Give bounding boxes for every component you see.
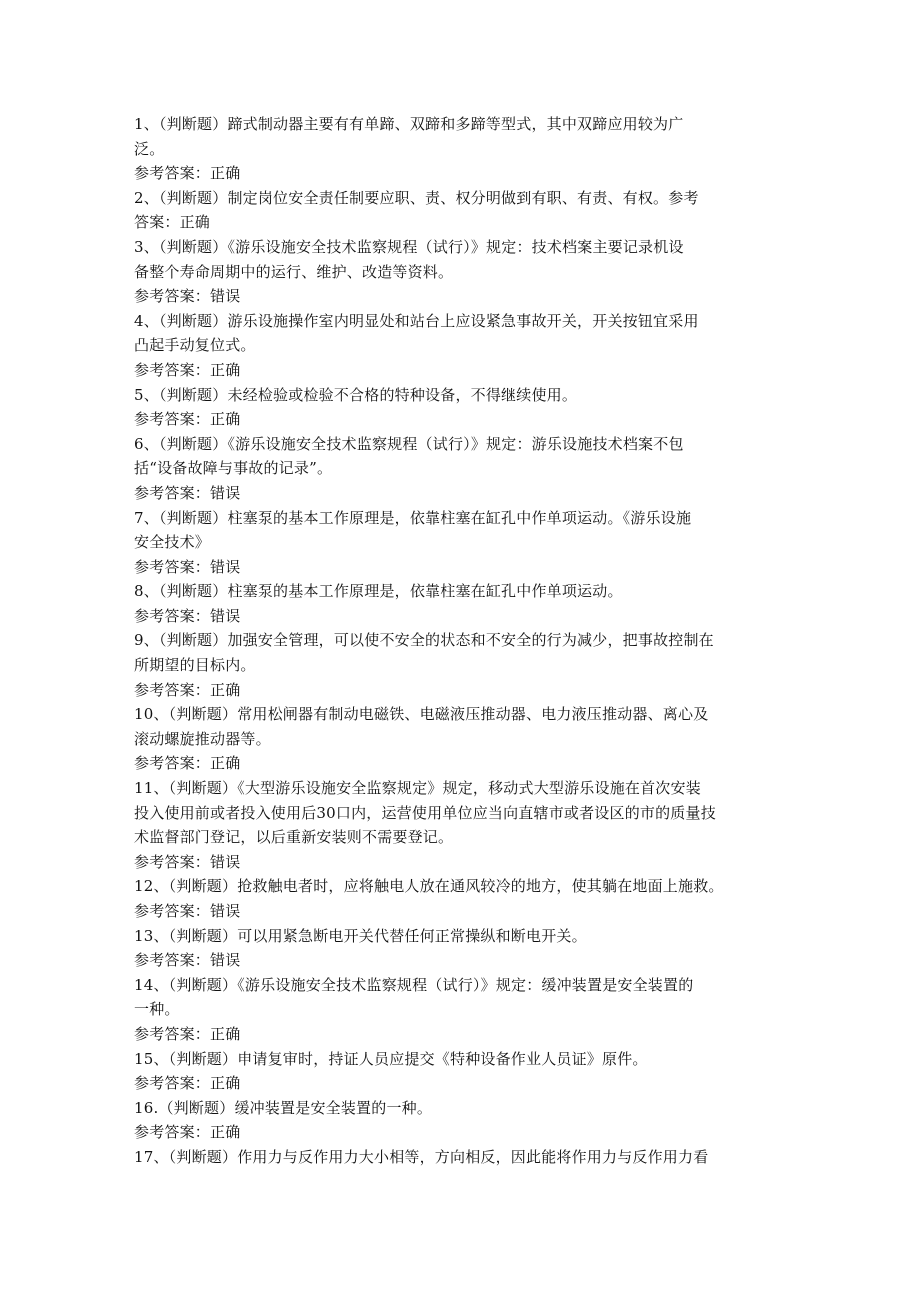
- question-text-line: 安全技术》: [134, 533, 211, 552]
- question-text-line: 答案：正确: [134, 213, 211, 232]
- question-list: [134, 112, 798, 1170]
- question-text-line: 5、（判断题）未经检验或检验不合格的特种设备，不得继续使用。: [134, 385, 578, 404]
- question-item: [134, 1096, 798, 1145]
- answer-line: 参考答案：错误: [134, 483, 241, 502]
- question-text-line: 15、（判断题）申请复审时，持证人员应提交《特种设备作业人员证》原件。: [134, 1049, 648, 1068]
- question-text-line: 备整个寿命周期中的运行、维护、改造等资料。: [134, 262, 454, 281]
- question-text-line: 括“设备故障与事故的记录”。: [134, 459, 333, 478]
- answer-line: 参考答案：正确: [134, 1024, 241, 1043]
- answer-line: 参考答案：错误: [134, 902, 241, 920]
- question-item: [134, 112, 798, 186]
- question-item: [134, 579, 798, 628]
- question-item: [134, 874, 798, 923]
- question-text-line: 12、（判断题）抢救触电者时，应将触电人放在通风较冷的地方，使其躺在地面上施救。: [134, 877, 724, 896]
- question-item: [134, 628, 798, 702]
- answer-line: 参考答案：正确: [134, 680, 241, 699]
- question-text-line: 14、（判断题）《游乐设施安全技术监察规程（试行）》规定：缓冲装置是安全装置的: [134, 975, 694, 994]
- question-text-line: 所期望的目标内。: [134, 656, 256, 675]
- question-text-line: 16.（判断题）缓冲装置是安全装置的一种。: [134, 1098, 433, 1117]
- question-item: [134, 702, 798, 776]
- question-text-line: 13、（判断题）可以用紧急断电开关代替任何正常操纵和断电开关。: [134, 926, 587, 945]
- question-text-line: 8、（判断题）柱塞泵的基本工作原理是，依靠柱塞在缸孔中作单项运动。: [134, 582, 623, 601]
- question-text-line: 滚动螺旋推动器等。: [134, 729, 271, 748]
- question-text-line: 17、（判断题）作用力与反作用力大小相等，方向相反，因此能将作用力与反作用力看: [134, 1147, 709, 1166]
- answer-line: 参考答案：错误: [134, 557, 241, 576]
- answer-line: 参考答案：正确: [134, 410, 241, 429]
- question-item: [134, 506, 798, 580]
- question-text-line: 9、（判断题）加强安全管理，可以使不安全的状态和不安全的行为减少，把事故控制在: [134, 631, 714, 650]
- question-item: [134, 309, 798, 383]
- answer-line: 参考答案：正确: [134, 164, 241, 183]
- answer-line: 参考答案：正确: [134, 360, 241, 379]
- question-item: [134, 432, 798, 506]
- answer-line: 参考答案：错误: [134, 852, 241, 871]
- question-text-line: 11、（判断题）《大型游乐设施安全监察规定》规定，移动式大型游乐设施在首次安装: [134, 779, 701, 798]
- question-text-line: 1、（判断题）蹄式制动器主要有有单蹄、双蹄和多蹄等型式，其中双蹄应用较为广: [134, 115, 684, 133]
- question-text-line: 7、（判断题）柱塞泵的基本工作原理是，依靠柱塞在缸孔中作单项运动。《游乐设施: [134, 508, 692, 527]
- question-text-line: 2、（判断题）制定岗位安全责任制要应职、责、权分明做到有职、有责、有权。参考: [134, 188, 699, 207]
- question-text-line: 10、（判断题）常用松闸器有制动电磁铁、电磁液压推动器、电力液压推动器、离心及: [134, 705, 709, 724]
- answer-line: 参考答案：正确: [134, 1123, 241, 1142]
- answer-line: 参考答案：错误: [134, 287, 241, 306]
- question-text-line: 一种。: [134, 1000, 180, 1019]
- answer-line: 参考答案：正确: [134, 754, 241, 773]
- question-item: [134, 235, 798, 309]
- question-item: [134, 1047, 798, 1096]
- question-item: [134, 186, 798, 235]
- answer-line: 参考答案：错误: [134, 951, 241, 970]
- question-text-line: 4、（判断题）游乐设施操作室内明显处和站台上应设紧急事故开关，开关按钮宜采用: [134, 311, 699, 330]
- question-item: [134, 383, 798, 432]
- question-text-line: 术监督部门登记，以后重新安装则不需要登记。: [134, 828, 454, 847]
- question-text-line: 6、（判断题）《游乐设施安全技术监察规程（试行）》规定：游乐设施技术档案不包: [134, 434, 684, 453]
- question-text-line: 投入使用前或者投入使用后30口内，运营使用单位应当向直辖市或者设区的市的质量技: [134, 803, 716, 822]
- question-item: [134, 1145, 798, 1170]
- question-item: [134, 776, 798, 874]
- answer-line: 参考答案：错误: [134, 606, 241, 625]
- answer-line: 参考答案：正确: [134, 1074, 241, 1093]
- question-item: [134, 924, 798, 973]
- question-text-line: 凸起手动复位式。: [134, 336, 256, 355]
- question-text-line: 3、（判断题）《游乐设施安全技术监察规程（试行）》规定：技术档案主要记录机设: [134, 237, 684, 256]
- question-item: [134, 973, 798, 1047]
- question-text-line: 泛。: [134, 139, 165, 158]
